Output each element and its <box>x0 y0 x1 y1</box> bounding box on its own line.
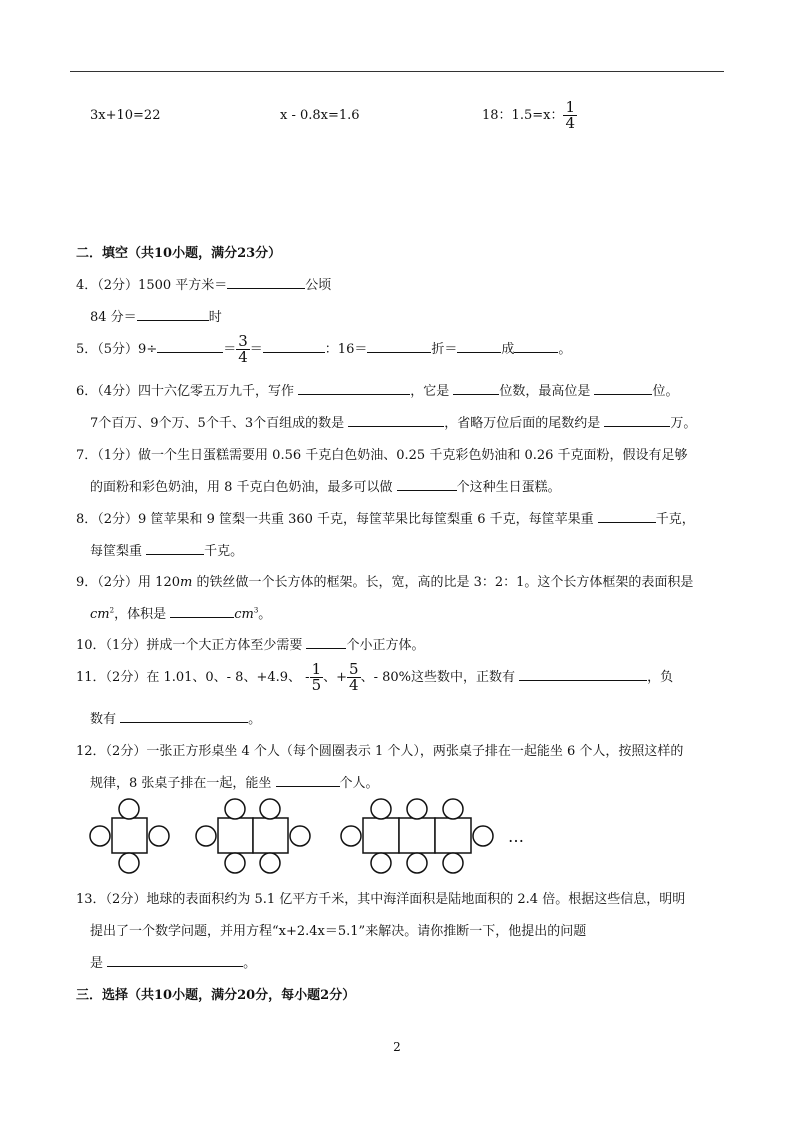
answer-blank[interactable] <box>594 382 652 395</box>
seat-circle <box>119 853 139 873</box>
seat-circle <box>443 853 463 873</box>
answer-blank[interactable] <box>137 308 209 321</box>
seat-circle <box>90 826 110 846</box>
question-12-line2: 规律，8 张桌子排在一起，能坐 个人。 <box>90 776 379 791</box>
table-square <box>399 818 435 853</box>
tables-figure <box>88 798 528 878</box>
answer-blank[interactable] <box>604 414 670 427</box>
seat-circle <box>407 799 427 819</box>
table-square <box>253 818 288 853</box>
fraction-five-quarters: $\frac{5}{4}$ <box>349 660 359 694</box>
answer-blank[interactable] <box>367 340 431 353</box>
answer-blank[interactable] <box>263 340 325 353</box>
seat-circle <box>260 799 280 819</box>
equation-3: 18：1.5=x： $\frac{1}{4}$ <box>482 98 575 132</box>
question-4-line1: 4．（2分）1500 平方米＝ 公顷 <box>76 278 332 293</box>
answer-blank[interactable] <box>453 382 499 395</box>
answer-blank[interactable] <box>170 605 234 618</box>
answer-blank[interactable] <box>519 668 647 681</box>
answer-blank[interactable] <box>598 510 656 523</box>
seat-circle <box>473 826 493 846</box>
table-square <box>435 818 471 853</box>
seat-circle <box>371 799 391 819</box>
answer-blank[interactable] <box>276 774 340 787</box>
seat-circle <box>225 799 245 819</box>
seat-circle <box>341 826 361 846</box>
seat-circle <box>443 799 463 819</box>
answer-blank[interactable] <box>227 276 305 289</box>
question-13-line2: 提出了一个数学问题，并用方程“x+2.4x＝5.1”来解决。请你推断一下，他提出的问题 <box>90 924 587 939</box>
table-square <box>363 818 399 853</box>
question-9-line1: 9．（2分）用 120m 的铁丝做一个长方体的框架。长，宽，高的比是 3：2：1。这个长方体框架的表面积是 <box>76 575 694 590</box>
answer-blank[interactable] <box>107 954 243 967</box>
question-7-line2: 的面粉和彩色奶油，用 8 千克白色奶油，最多可以做 个这种生日蛋糕。 <box>90 480 561 495</box>
question-6-line2: 7个百万、9个万、5个千、3个百组成的数是 ，省略万位后面的尾数约是 万。 <box>90 416 697 431</box>
question-13-line3: 是 。 <box>90 956 257 971</box>
seat-circle <box>371 853 391 873</box>
answer-blank[interactable] <box>120 710 248 723</box>
equation-2: x - 0.8x=1.6 <box>280 108 360 123</box>
answer-blank[interactable] <box>298 382 410 395</box>
answer-blank[interactable] <box>348 414 444 427</box>
seat-circle <box>407 853 427 873</box>
question-5: 5．（5分）9÷ ＝ $\frac{3}{4}$ ＝ ：16＝ 折＝ 成 。 <box>76 332 572 366</box>
answer-blank[interactable] <box>306 636 346 649</box>
fraction-one-quarter: $\frac{1}{4}$ <box>565 98 575 132</box>
question-8-line1: 8．（2分）9 筐苹果和 9 筐梨一共重 360 千克，每筐苹果比每筐梨重 6 千克，每筐苹果重 千克， <box>76 512 695 527</box>
seat-circle <box>149 826 169 846</box>
fraction-three-quarters: $\frac{3}{4}$ <box>238 332 248 366</box>
question-4-line2: 84 分＝ 时 <box>90 310 222 325</box>
ellipsis: … <box>508 827 524 846</box>
table-square <box>112 818 147 853</box>
fraction-one-fifth: $\frac{1}{5}$ <box>311 660 322 694</box>
table-square <box>218 818 253 853</box>
question-9-line2: $cm^2$，体积是 $cm^3$。 <box>90 606 272 622</box>
question-12-line1: 12．（2分）一张正方形桌坐 4 个人（每个圆圈表示 1 个人），两张桌子排在一起能坐 6 个人，按照这样的 <box>76 744 684 759</box>
seat-circle <box>119 799 139 819</box>
question-11-line1: 11．（2分）在 1.01、0、- 8、+4.9、 - $\frac{1}{5}$ 、+ $\frac{5}{4}$ 、- 80%这些数中，正数有 ，负 <box>76 660 674 694</box>
seat-circle <box>290 826 310 846</box>
equation-1: 3x+10=22 <box>90 108 161 123</box>
header-rule <box>70 71 724 72</box>
question-8-line2: 每筐梨重 千克。 <box>90 544 244 559</box>
answer-blank[interactable] <box>457 340 501 353</box>
question-11-line2: 数有 。 <box>90 712 262 727</box>
seat-circle <box>260 853 280 873</box>
question-7-line1: 7．（1分）做一个生日蛋糕需要用 0.56 千克白色奶油、0.25 千克彩色奶油和 0.26 千克面粉，假设有足够 <box>76 448 688 463</box>
page-number: 2 <box>393 1040 401 1054</box>
answer-blank[interactable] <box>157 340 223 353</box>
question-6-line1: 6．（4分）四十六亿零五万九千，写作 ，它是 位数，最高位是 位。 <box>76 384 679 399</box>
answer-blank[interactable] <box>146 542 204 555</box>
seat-circle <box>225 853 245 873</box>
seat-circle <box>196 826 216 846</box>
question-10: 10．（1分）拼成一个大正方体至少需要 个小正方体。 <box>76 638 425 653</box>
section3-title: 三．选择（共10小题，满分20分，每小题2分） <box>76 988 356 1003</box>
section2-title: 二．填空（共10小题，满分23分） <box>76 246 282 261</box>
answer-blank[interactable] <box>397 478 457 491</box>
question-13-line1: 13．（2分）地球的表面积约为 5.1 亿平方千米，其中海洋面积是陆地面积的 2.4 倍。根据这些信息，明明 <box>76 892 686 907</box>
answer-blank[interactable] <box>514 340 558 353</box>
